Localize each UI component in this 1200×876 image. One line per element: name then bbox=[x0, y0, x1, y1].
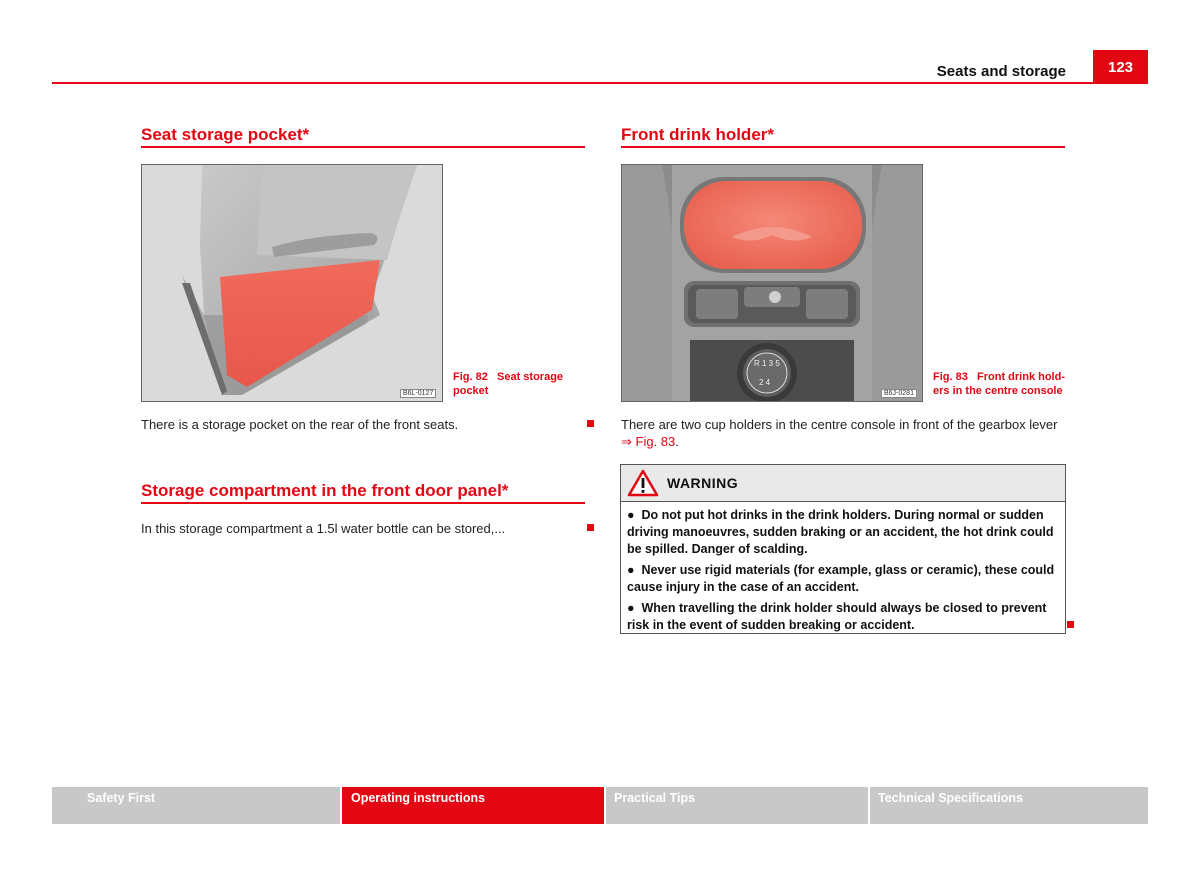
footer-tab-label: Technical Specifications bbox=[878, 791, 1023, 805]
drink-holder-text-end: . bbox=[675, 434, 679, 449]
warning-title: WARNING bbox=[667, 475, 739, 491]
bullet-icon: ● bbox=[627, 563, 642, 577]
end-marker bbox=[1067, 621, 1074, 628]
footer-tab-practical-tips[interactable] bbox=[606, 787, 868, 824]
section-rule bbox=[141, 146, 585, 148]
figure-seat-storage-pocket bbox=[141, 164, 443, 402]
warning-item-line: driving manoeuvres, sudden braking or an accident, the hot drink could bbox=[627, 525, 1054, 539]
figure-front-drink-holder bbox=[621, 164, 923, 402]
section-title-seat-storage: Seat storage pocket* bbox=[141, 125, 310, 144]
figure-caption-82 bbox=[453, 370, 563, 398]
bullet-icon: ● bbox=[627, 508, 642, 522]
page-header-title: Seats and storage bbox=[936, 63, 1066, 80]
figure-link[interactable]: ⇒ Fig. 83 bbox=[621, 434, 676, 449]
section-title-drink-holder: Front drink holder* bbox=[621, 125, 774, 144]
warning-triangle-icon bbox=[627, 469, 659, 497]
caption-number: Fig. 82 bbox=[453, 371, 488, 383]
end-marker bbox=[587, 524, 594, 531]
section-rule bbox=[141, 502, 585, 504]
warning-header bbox=[621, 465, 1065, 502]
end-marker bbox=[587, 420, 594, 427]
seat-illustration bbox=[142, 165, 442, 401]
bullet-icon: ● bbox=[627, 601, 642, 615]
gear-label-top: R 1 3 5 bbox=[754, 359, 780, 368]
footer-tab-technical-specifications[interactable] bbox=[870, 787, 1148, 824]
header-rule bbox=[52, 82, 1148, 84]
warning-item-line: Do not put hot drinks in the drink holders. During normal or sudden bbox=[641, 508, 1044, 522]
drink-holder-text-line1: There are two cup holders in the centre console in front of the gearbox lever bbox=[621, 417, 1058, 432]
gear-label-bottom: 2 4 bbox=[759, 378, 771, 387]
warning-item-line: be spilled. Danger of scalding. bbox=[627, 542, 808, 556]
warning-item bbox=[627, 600, 1059, 634]
seat-pocket-text: There is a storage pocket on the rear of the front seats. bbox=[141, 417, 459, 432]
footer-tab-operating-instructions[interactable] bbox=[342, 787, 604, 824]
drink-holder-text bbox=[621, 416, 1071, 450]
warning-item-line: Never use rigid materials (for example, glass or ceramic), these could bbox=[641, 563, 1055, 577]
caption-text-line2: ers in the centre console bbox=[933, 385, 1063, 397]
footer-tab-label: Operating instructions bbox=[351, 791, 486, 805]
warning-item-line: risk in the event of sudden breaking or accident. bbox=[627, 618, 915, 632]
warning-item bbox=[627, 507, 1059, 558]
footer-tab-label: Practical Tips bbox=[614, 791, 696, 805]
section-title-door-panel: Storage compartment in the front door panel* bbox=[141, 481, 509, 500]
warning-item bbox=[627, 562, 1059, 596]
door-panel-text: In this storage compartment a 1.5l water bottle can be stored,... bbox=[141, 521, 506, 536]
section-rule bbox=[621, 146, 1065, 148]
figure-code: B6L-0127 bbox=[400, 389, 436, 398]
warning-item-line: When travelling the drink holder should always be closed to prevent bbox=[641, 601, 1047, 615]
figure-caption-83 bbox=[933, 370, 1065, 398]
footer-tab-label: Safety First bbox=[87, 791, 156, 805]
caption-text-line1: Seat storage bbox=[497, 371, 564, 383]
caption-number: Fig. 83 bbox=[933, 371, 968, 383]
figure-code: B6J-0281 bbox=[881, 389, 917, 398]
warning-box bbox=[620, 464, 1066, 634]
caption-text-line2: pocket bbox=[453, 385, 489, 397]
footer-tab-safety-first[interactable] bbox=[52, 787, 340, 824]
caption-text-line1: Front drink hold- bbox=[977, 371, 1065, 383]
warning-item-line: cause injury in the case of an accident. bbox=[627, 580, 860, 594]
page-number: 123 bbox=[1093, 50, 1148, 84]
